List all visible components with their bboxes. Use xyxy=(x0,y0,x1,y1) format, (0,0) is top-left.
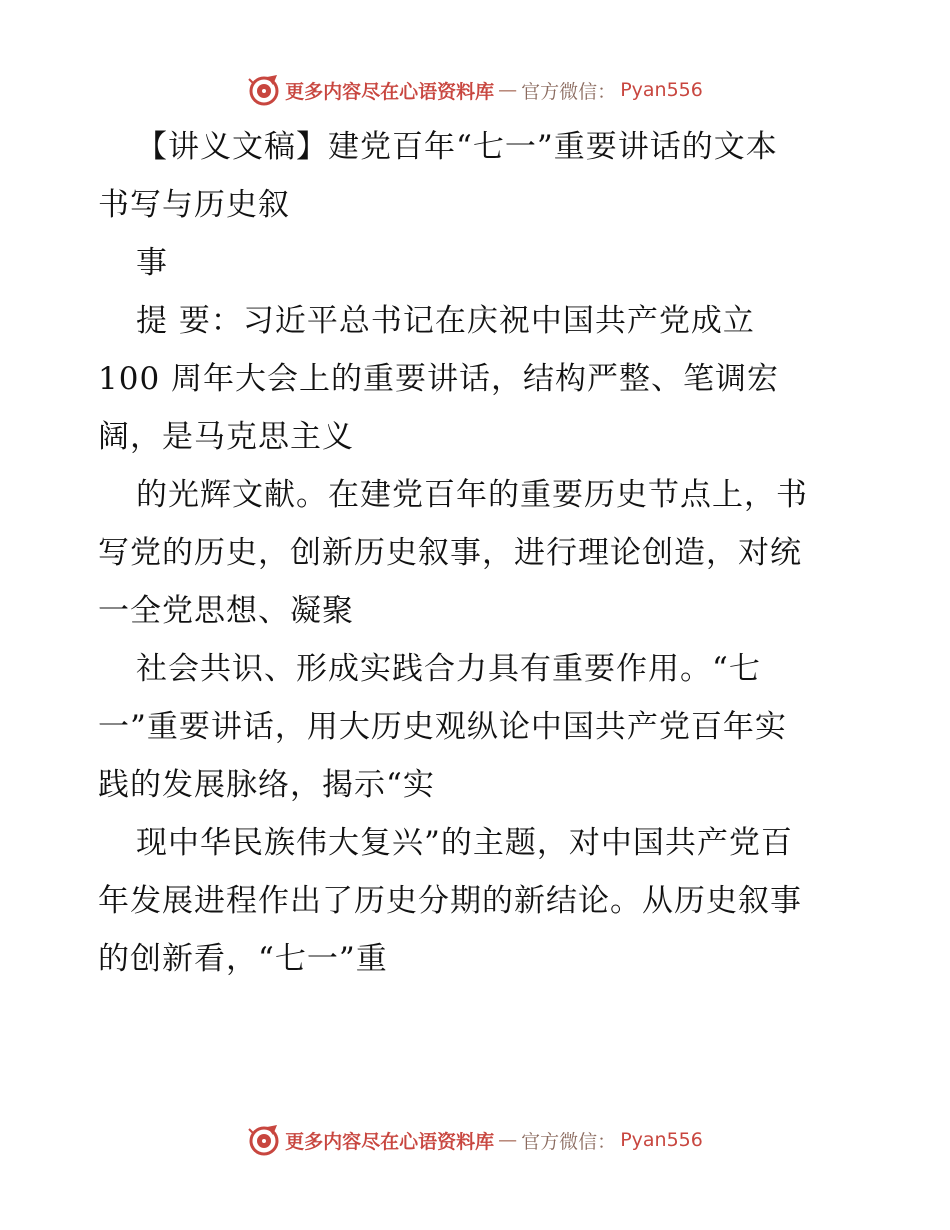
title-line-3: 事 xyxy=(136,245,168,281)
body-line: 写党的历史，创新历史叙事，进行理论创造，对统 xyxy=(98,535,802,571)
official-wechat-label: 官方微信： xyxy=(521,80,617,103)
brand-banner xyxy=(247,1123,703,1157)
title-line-2: 书写与历史叙 xyxy=(98,187,290,223)
official-wechat-label: 官方微信： xyxy=(521,1130,617,1153)
body-line: 提 要：习近平总书记在庆祝中国共产党成立 xyxy=(136,303,755,339)
brand-banner xyxy=(247,73,703,107)
title-line-1: 【讲义文稿】建党百年“七一”重要讲话的文本 xyxy=(136,129,778,165)
brand-dash: — xyxy=(498,79,518,101)
brand-name: 更多内容尽在心语资料库 xyxy=(285,1130,495,1153)
body-line: 社会共识、形成实践合力具有重要作用。“七 xyxy=(136,651,761,687)
body-line: 年发展进程作出了历史分期的新结论。从历史叙事 xyxy=(98,883,802,919)
body-line: 现中华民族伟大复兴”的主题，对中国共产党百 xyxy=(136,825,793,861)
body-line: 的创新看，“七一”重 xyxy=(98,941,388,977)
body-line: 践的发展脉络，揭示“实 xyxy=(98,767,435,803)
body-line: 一全党思想、凝聚 xyxy=(98,593,354,629)
page-header-watermark xyxy=(0,70,950,110)
page-footer-watermark xyxy=(0,1120,950,1160)
brand-name: 更多内容尽在心语资料库 xyxy=(285,80,495,103)
body-line: 的光辉文献。在建党百年的重要历史节点上，书 xyxy=(136,477,808,513)
pen-nib-logo-icon xyxy=(247,1123,281,1157)
document-body xyxy=(98,118,858,988)
wechat-id: Pyan556 xyxy=(620,1129,703,1151)
body-line: 100 周年大会上的重要讲话，结构严整、笔调宏 xyxy=(98,361,780,397)
wechat-id: Pyan556 xyxy=(620,79,703,101)
body-line: 阔，是马克思主义 xyxy=(98,419,354,455)
brand-dash: — xyxy=(498,1129,518,1151)
body-line: 一”重要讲话，用大历史观纵论中国共产党百年实 xyxy=(98,709,787,745)
pen-nib-logo-icon xyxy=(247,73,281,107)
